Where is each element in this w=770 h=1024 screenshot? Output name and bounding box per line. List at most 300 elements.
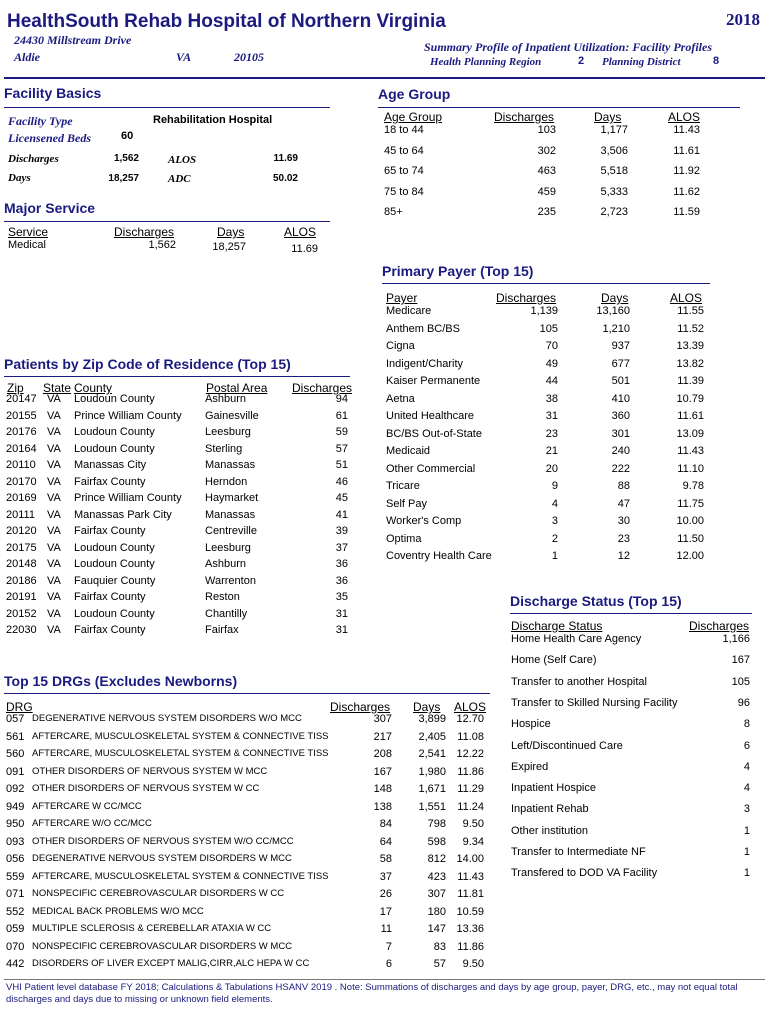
hpr-label: Health Planning Region bbox=[430, 56, 542, 68]
drg-row-alos: 11.43 bbox=[457, 870, 484, 883]
zip-row-county: Manassas Park City bbox=[74, 508, 172, 521]
drg-row-code: 056 bbox=[6, 853, 25, 865]
drg-row-discharges: 26 bbox=[379, 888, 392, 900]
ag-header-alos: ALOS bbox=[668, 110, 701, 124]
payer-row-days: 23 bbox=[617, 532, 630, 545]
zip-row-discharges: 41 bbox=[335, 508, 348, 521]
drg-row-alos: 9.50 bbox=[462, 818, 484, 830]
drg-row-discharges: 208 bbox=[373, 748, 392, 760]
status-row bbox=[510, 633, 756, 649]
payer-row-discharges: 70 bbox=[545, 340, 558, 352]
payer-row-alos: 10.79 bbox=[676, 392, 704, 405]
zip-row-postal: Warrenton bbox=[205, 574, 256, 587]
ds-header-status: Discharge Status bbox=[511, 619, 603, 633]
drg-row bbox=[4, 923, 494, 939]
drg-row-description: AFTERCARE, MUSCULOSKELETAL SYSTEM & CONNECTIVE TISS bbox=[32, 730, 329, 742]
payer-row-days: 301 bbox=[611, 427, 630, 440]
age-row-days: 3,506 bbox=[600, 144, 628, 157]
payer-row-days: 222 bbox=[611, 462, 630, 475]
drg-row bbox=[4, 818, 494, 834]
age-row-discharges: 463 bbox=[537, 165, 556, 177]
drg-row-discharges: 11 bbox=[380, 923, 392, 935]
city: Aldie bbox=[14, 50, 40, 64]
drg-row-description: DEGENERATIVE NERVOUS SYSTEM DISORDERS W/O MCC bbox=[32, 713, 302, 724]
zip-codes-rows bbox=[4, 393, 352, 643]
discharges-value: 1,562 bbox=[113, 153, 139, 164]
payer-row-alos: 11.39 bbox=[677, 375, 704, 387]
drg-header-discharges: Discharges bbox=[330, 700, 391, 714]
payer-row-days: 30 bbox=[617, 515, 630, 527]
zip-row-zip: 20176 bbox=[6, 426, 37, 438]
age-group-title: Age Group bbox=[378, 86, 451, 102]
payer-row-alos: 11.55 bbox=[677, 305, 704, 317]
status-row-discharges: 105 bbox=[731, 675, 750, 688]
zip-row bbox=[4, 591, 352, 607]
zip-codes-table bbox=[4, 380, 352, 642]
payer-row bbox=[382, 428, 712, 444]
payer-row-alos: 12.00 bbox=[676, 550, 704, 562]
drg-row-discharges: 6 bbox=[385, 958, 392, 970]
ms-header-alos: ALOS bbox=[284, 225, 317, 239]
payer-row-discharges: 49 bbox=[545, 357, 558, 370]
age-row bbox=[378, 206, 740, 222]
zip-row bbox=[4, 492, 352, 508]
payer-row bbox=[382, 463, 712, 479]
drg-row bbox=[4, 748, 494, 764]
drg-row-days: 307 bbox=[427, 888, 446, 900]
age-row-discharges: 235 bbox=[537, 206, 556, 218]
zip-row-county: Fairfax County bbox=[74, 525, 146, 537]
drg-row-description: AFTERCARE, MUSCULOSKELETAL SYSTEM & CONNECTIVE TISS bbox=[32, 870, 329, 882]
zip-row-zip: 20120 bbox=[6, 525, 37, 537]
drg-row-code: 091 bbox=[6, 765, 25, 778]
primary-payer-rows bbox=[382, 305, 712, 567]
age-group-table bbox=[378, 110, 740, 222]
payer-row bbox=[382, 480, 712, 496]
zc-header-county: County bbox=[74, 381, 113, 395]
drg-row bbox=[4, 731, 494, 747]
major-service-table bbox=[0, 224, 340, 260]
zip-codes-underline bbox=[4, 376, 350, 377]
zip-row-state: VA bbox=[47, 508, 61, 521]
zip-row-discharges: 51 bbox=[335, 459, 348, 471]
zip-row bbox=[4, 608, 352, 624]
status-row-discharges: 1,166 bbox=[722, 633, 750, 645]
zip-row-postal: Ashburn bbox=[205, 558, 246, 570]
drg-header-drg: DRG bbox=[6, 700, 33, 714]
drg-row-description: MULTIPLE SCLEROSIS & CEREBELLAR ATAXIA W CC bbox=[32, 923, 272, 934]
zip-row bbox=[4, 624, 352, 640]
facility-basics-title: Facility Basics bbox=[4, 85, 102, 101]
age-row-age: 18 to 44 bbox=[384, 124, 424, 136]
drg-row-alos: 12.22 bbox=[456, 748, 484, 760]
status-row bbox=[510, 697, 756, 713]
payer-row-days: 1,210 bbox=[602, 322, 630, 335]
ag-header-days: Days bbox=[594, 110, 622, 124]
drg-row-code: 552 bbox=[6, 905, 25, 918]
zip-row-discharges: 46 bbox=[335, 475, 348, 488]
drg-row bbox=[4, 958, 494, 974]
age-row-discharges: 302 bbox=[537, 144, 556, 157]
zip-row-postal: Sterling bbox=[205, 442, 243, 455]
payer-row-discharges: 9 bbox=[551, 480, 558, 492]
drg-row-description: OTHER DISORDERS OF NERVOUS SYSTEM W MCC bbox=[32, 765, 268, 777]
beds-label: Licensened Beds bbox=[8, 131, 91, 145]
zip-row-postal: Leesburg bbox=[205, 426, 251, 438]
drg-row bbox=[4, 941, 494, 957]
age-row-days: 2,723 bbox=[600, 206, 628, 218]
age-row-days: 5,333 bbox=[600, 185, 628, 198]
payer-row-discharges: 31 bbox=[545, 410, 558, 422]
zip-row bbox=[4, 443, 352, 459]
age-row-discharges: 459 bbox=[537, 185, 556, 198]
status-row-discharges: 4 bbox=[743, 760, 750, 773]
hpr-value: 2 bbox=[578, 55, 585, 67]
payer-row-days: 410 bbox=[611, 392, 630, 405]
drg-row-alos: 14.00 bbox=[456, 853, 484, 865]
ds-header-discharges: Discharges bbox=[689, 619, 750, 633]
zip-row-postal: Leesburg bbox=[205, 541, 251, 554]
zip-row-zip: 20175 bbox=[6, 541, 37, 554]
age-row-age: 75 to 84 bbox=[384, 185, 424, 198]
zip-row bbox=[4, 542, 352, 558]
zip-row bbox=[4, 393, 352, 409]
drg-row bbox=[4, 853, 494, 869]
age-row-age: 45 to 64 bbox=[384, 144, 424, 157]
payer-row-alos: 11.43 bbox=[677, 445, 704, 457]
payer-row-alos: 13.82 bbox=[676, 357, 704, 370]
status-row-status: Transfer to another Hospital bbox=[511, 675, 647, 688]
drg-row-days: 2,541 bbox=[418, 748, 446, 760]
header-divider bbox=[4, 77, 765, 79]
drg-row-discharges: 167 bbox=[373, 765, 392, 778]
zip-row-zip: 20164 bbox=[6, 442, 37, 455]
zip-row-state: VA bbox=[47, 591, 61, 603]
zip-row-county: Prince William County bbox=[74, 492, 182, 504]
status-row bbox=[510, 825, 756, 841]
facility-basics-underline bbox=[4, 107, 330, 108]
address: 24430 Millstream Drive bbox=[14, 33, 132, 47]
zip-row-county: Loudoun County bbox=[74, 393, 155, 405]
drg-row-description: AFTERCARE, MUSCULOSKELETAL SYSTEM & CONNECTIVE TISS bbox=[32, 748, 329, 759]
drgs-table bbox=[4, 700, 494, 976]
adc-label: ADC bbox=[168, 173, 191, 185]
zip-row-state: VA bbox=[47, 409, 61, 422]
drgs-title: Top 15 DRGs (Excludes Newborns) bbox=[4, 673, 238, 689]
payer-row bbox=[382, 358, 712, 374]
status-row-status: Left/Discontinued Care bbox=[511, 739, 623, 752]
drg-row-description: MEDICAL BACK PROBLEMS W/O MCC bbox=[32, 905, 204, 917]
payer-row-payer: Tricare bbox=[386, 480, 420, 492]
drg-row bbox=[4, 836, 494, 852]
payer-row-days: 501 bbox=[611, 375, 630, 387]
drg-row bbox=[4, 801, 494, 817]
drg-row-description: OTHER DISORDERS OF NERVOUS SYSTEM W/O CC/MCC bbox=[32, 835, 294, 847]
payer-row-discharges: 1,139 bbox=[530, 305, 558, 317]
payer-row-alos: 13.09 bbox=[676, 427, 704, 440]
drg-row-discharges: 64 bbox=[379, 835, 392, 848]
zip-row-county: Manassas City bbox=[74, 459, 147, 471]
zip-row-postal: Herndon bbox=[205, 475, 248, 488]
payer-row-discharges: 2 bbox=[551, 532, 558, 545]
status-row-status: Home Health Care Agency bbox=[511, 633, 642, 645]
primary-payer-table bbox=[382, 290, 712, 570]
report-year: 2018 bbox=[726, 10, 760, 29]
drg-row-days: 423 bbox=[427, 870, 446, 883]
zip-row-state: VA bbox=[47, 442, 61, 455]
payer-row-alos: 13.39 bbox=[676, 340, 704, 352]
drg-row-discharges: 217 bbox=[373, 730, 392, 743]
summary-title: Summary Profile of Inpatient Utilization: Facility Profiles bbox=[424, 40, 713, 54]
payer-row-payer: Aetna bbox=[386, 392, 415, 405]
drg-row bbox=[4, 906, 494, 922]
payer-row-discharges: 23 bbox=[545, 427, 558, 440]
major-service-underline bbox=[4, 221, 330, 222]
drg-row-code: 560 bbox=[6, 748, 25, 760]
payer-row-payer: United Healthcare bbox=[386, 410, 475, 422]
zc-header-state: State bbox=[43, 381, 72, 395]
beds-value: 60 bbox=[121, 130, 134, 142]
drg-row-days: 1,671 bbox=[418, 783, 446, 795]
drg-row-days: 798 bbox=[427, 818, 446, 830]
ag-header-age: Age Group bbox=[384, 110, 443, 124]
drg-row-days: 180 bbox=[427, 905, 446, 918]
payer-row-alos: 11.61 bbox=[677, 410, 704, 422]
zip-row bbox=[4, 509, 352, 525]
status-row bbox=[510, 654, 756, 670]
zip-row-county: Fauquier County bbox=[74, 574, 156, 587]
zip-row-postal: Manassas bbox=[205, 508, 256, 521]
age-group-underline bbox=[378, 107, 740, 108]
pp-header-days: Days bbox=[601, 291, 629, 305]
payer-row-days: 88 bbox=[617, 480, 630, 492]
drg-row-alos: 11.24 bbox=[457, 800, 484, 813]
age-row-days: 1,177 bbox=[600, 124, 628, 136]
status-row-status: Inpatient Rehab bbox=[511, 803, 589, 816]
drg-row-discharges: 37 bbox=[379, 870, 392, 883]
drg-row-alos: 13.36 bbox=[456, 923, 484, 935]
zip-row-county: Fairfax County bbox=[74, 624, 146, 636]
state: VA bbox=[176, 50, 192, 64]
payer-row-discharges: 44 bbox=[545, 375, 558, 387]
drg-row-alos: 11.86 bbox=[457, 940, 484, 953]
payer-row bbox=[382, 498, 712, 514]
zip-codes-title: Patients by Zip Code of Residence (Top 15) bbox=[4, 356, 291, 372]
zip-row-state: VA bbox=[47, 475, 61, 488]
zip-row-discharges: 59 bbox=[335, 426, 348, 438]
payer-row-alos: 11.75 bbox=[677, 497, 704, 510]
status-row-status: Transfer to Skilled Nursing Facility bbox=[511, 696, 678, 709]
status-row-discharges: 1 bbox=[743, 824, 750, 837]
zip-row-county: Prince William County bbox=[74, 409, 182, 422]
zip-row-postal: Reston bbox=[205, 591, 240, 603]
payer-row-alos: 11.10 bbox=[677, 462, 704, 475]
drg-row-days: 2,405 bbox=[418, 730, 446, 743]
payer-row bbox=[382, 323, 712, 339]
drg-row-code: 071 bbox=[6, 888, 25, 900]
drgs-underline bbox=[4, 693, 490, 694]
drg-row-code: 561 bbox=[6, 730, 25, 743]
zip-row-zip: 20152 bbox=[6, 607, 37, 620]
payer-row-discharges: 3 bbox=[551, 515, 558, 527]
alos-label: ALOS bbox=[168, 154, 197, 166]
facility-type-label: Facility Type bbox=[8, 114, 73, 128]
zip-row bbox=[4, 459, 352, 475]
age-row-alos: 11.59 bbox=[673, 206, 700, 218]
pp-header-discharges: Discharges bbox=[496, 291, 557, 305]
facility-type-value: Rehabilitation Hospital bbox=[153, 114, 273, 126]
zip-row-zip: 20170 bbox=[6, 475, 37, 488]
drg-row bbox=[4, 766, 494, 782]
status-row-status: Home (Self Care) bbox=[511, 654, 597, 667]
zip-row-county: Loudoun County bbox=[74, 541, 155, 554]
major-service-title: Major Service bbox=[4, 200, 96, 216]
zip-row-postal: Chantilly bbox=[205, 607, 248, 620]
drg-row-discharges: 307 bbox=[373, 713, 392, 725]
payer-row-discharges: 20 bbox=[545, 462, 558, 475]
status-row bbox=[510, 676, 756, 692]
zip-row-discharges: 94 bbox=[335, 393, 348, 405]
zip-row-county: Loudoun County bbox=[74, 442, 155, 455]
payer-row-payer: Anthem BC/BS bbox=[386, 322, 460, 335]
ms-header-discharges: Discharges bbox=[114, 225, 175, 239]
status-row bbox=[510, 782, 756, 798]
drg-header-days: Days bbox=[413, 700, 441, 714]
age-row bbox=[378, 165, 740, 181]
drg-row-days: 3,899 bbox=[418, 713, 446, 725]
drg-row-description: NONSPECIFIC CEREBROVASCULAR DISORDERS W CC bbox=[32, 888, 285, 899]
payer-row bbox=[382, 515, 712, 531]
payer-row-payer: Indigent/Charity bbox=[386, 357, 464, 370]
payer-row-payer: Cigna bbox=[386, 340, 415, 352]
payer-row-discharges: 38 bbox=[545, 392, 558, 405]
drg-row-days: 1,551 bbox=[418, 800, 446, 813]
drg-row-description: NONSPECIFIC CEREBROVASCULAR DISORDERS W MCC bbox=[32, 940, 293, 952]
payer-row bbox=[382, 305, 712, 321]
zip-row-state: VA bbox=[47, 624, 61, 636]
days-value: 18,257 bbox=[108, 173, 139, 184]
ms-discharges: 1,562 bbox=[148, 239, 176, 251]
payer-row-payer: Other Commercial bbox=[386, 462, 476, 475]
drg-row-alos: 9.50 bbox=[462, 958, 484, 970]
ms-header-service: Service bbox=[8, 225, 49, 239]
zip-row bbox=[4, 575, 352, 591]
drg-row-alos: 11.08 bbox=[457, 730, 484, 743]
payer-row bbox=[382, 410, 712, 426]
zip: 20105 bbox=[234, 50, 264, 64]
zip-row-state: VA bbox=[47, 492, 61, 504]
payer-row bbox=[382, 393, 712, 409]
payer-row-days: 677 bbox=[611, 357, 630, 370]
zip-row bbox=[4, 558, 352, 574]
zip-row-discharges: 31 bbox=[335, 624, 348, 636]
status-row-discharges: 8 bbox=[743, 718, 750, 731]
pd-value: 8 bbox=[713, 55, 720, 67]
zc-header-postal: Postal Area bbox=[206, 381, 268, 395]
discharge-status-rows bbox=[510, 633, 756, 888]
zip-row-postal: Manassas bbox=[205, 459, 256, 471]
ag-header-discharges: Discharges bbox=[494, 110, 555, 124]
age-row bbox=[378, 145, 740, 161]
zip-row-county: Loudoun County bbox=[74, 558, 155, 570]
zip-row bbox=[4, 426, 352, 442]
status-row-status: Transfer to Intermediate NF bbox=[511, 846, 646, 858]
payer-row bbox=[382, 375, 712, 391]
payer-row-payer: Coventry Health Care bbox=[386, 550, 492, 562]
payer-row-days: 13,160 bbox=[596, 305, 630, 317]
drg-row-discharges: 148 bbox=[373, 783, 392, 795]
zip-row-discharges: 36 bbox=[335, 558, 348, 570]
payer-row-payer: Worker's Comp bbox=[386, 515, 462, 527]
status-row-discharges: 96 bbox=[737, 696, 750, 709]
zip-row-county: Loudoun County bbox=[74, 426, 155, 438]
payer-row-days: 937 bbox=[611, 340, 630, 352]
zip-row-zip: 20148 bbox=[6, 558, 37, 570]
drg-row-alos: 11.29 bbox=[457, 783, 484, 795]
zip-row-county: Loudoun County bbox=[74, 607, 155, 620]
zc-header-discharges: Discharges bbox=[292, 381, 353, 395]
status-row-status: Expired bbox=[511, 760, 549, 773]
zip-row-county: Fairfax County bbox=[74, 591, 146, 603]
drg-row-days: 812 bbox=[427, 853, 446, 865]
zip-row-zip: 20155 bbox=[6, 409, 37, 422]
drg-row-days: 1,980 bbox=[418, 765, 446, 778]
drg-row-alos: 11.86 bbox=[457, 765, 484, 778]
zip-row-zip: 20191 bbox=[6, 591, 37, 603]
alos-value: 11.69 bbox=[273, 153, 298, 164]
drg-row-discharges: 17 bbox=[379, 905, 392, 918]
status-row-discharges: 1 bbox=[743, 867, 750, 880]
payer-row-days: 240 bbox=[611, 445, 630, 457]
payer-row bbox=[382, 445, 712, 461]
drg-row-code: 950 bbox=[6, 818, 25, 830]
zip-row-state: VA bbox=[47, 607, 61, 620]
zip-row-state: VA bbox=[47, 393, 61, 405]
zip-row-zip: 20169 bbox=[6, 492, 37, 504]
adc-value: 50.02 bbox=[272, 173, 298, 184]
age-row-alos: 11.62 bbox=[673, 185, 700, 198]
payer-row-payer: Optima bbox=[386, 532, 422, 545]
status-row-status: Hospice bbox=[511, 718, 551, 731]
drg-row bbox=[4, 783, 494, 799]
payer-row-alos: 11.50 bbox=[677, 532, 704, 545]
zip-row bbox=[4, 525, 352, 541]
zip-row-discharges: 35 bbox=[335, 591, 348, 603]
drg-row-code: 092 bbox=[6, 783, 25, 795]
status-row bbox=[510, 740, 756, 756]
drg-row-description: DISORDERS OF LIVER EXCEPT MALIG,CIRR,ALC HEPA W CC bbox=[32, 958, 310, 969]
hospital-title: HealthSouth Rehab Hospital of Northern Virginia bbox=[7, 11, 446, 32]
pd-label: Planning District bbox=[602, 56, 681, 68]
drg-header-alos: ALOS bbox=[454, 700, 487, 714]
drg-row-alos: 12.70 bbox=[456, 713, 484, 725]
zip-row-discharges: 31 bbox=[335, 607, 348, 620]
discharge-status-table bbox=[510, 618, 756, 888]
drg-row-code: 559 bbox=[6, 870, 25, 883]
primary-payer-title: Primary Payer (Top 15) bbox=[382, 263, 534, 279]
status-row bbox=[510, 761, 756, 777]
discharge-status-title: Discharge Status (Top 15) bbox=[510, 593, 682, 609]
payer-row-payer: BC/BS Out-of-State bbox=[386, 427, 482, 440]
drg-row-code: 057 bbox=[6, 713, 25, 725]
zip-row-discharges: 57 bbox=[335, 442, 348, 455]
payer-row-payer: Kaiser Permanente bbox=[386, 375, 481, 387]
drg-row-discharges: 138 bbox=[373, 800, 392, 813]
pp-header-payer: Payer bbox=[386, 291, 418, 305]
drg-row-description: AFTERCARE W CC/MCC bbox=[32, 800, 142, 812]
payer-row bbox=[382, 533, 712, 549]
drg-row bbox=[4, 713, 494, 729]
